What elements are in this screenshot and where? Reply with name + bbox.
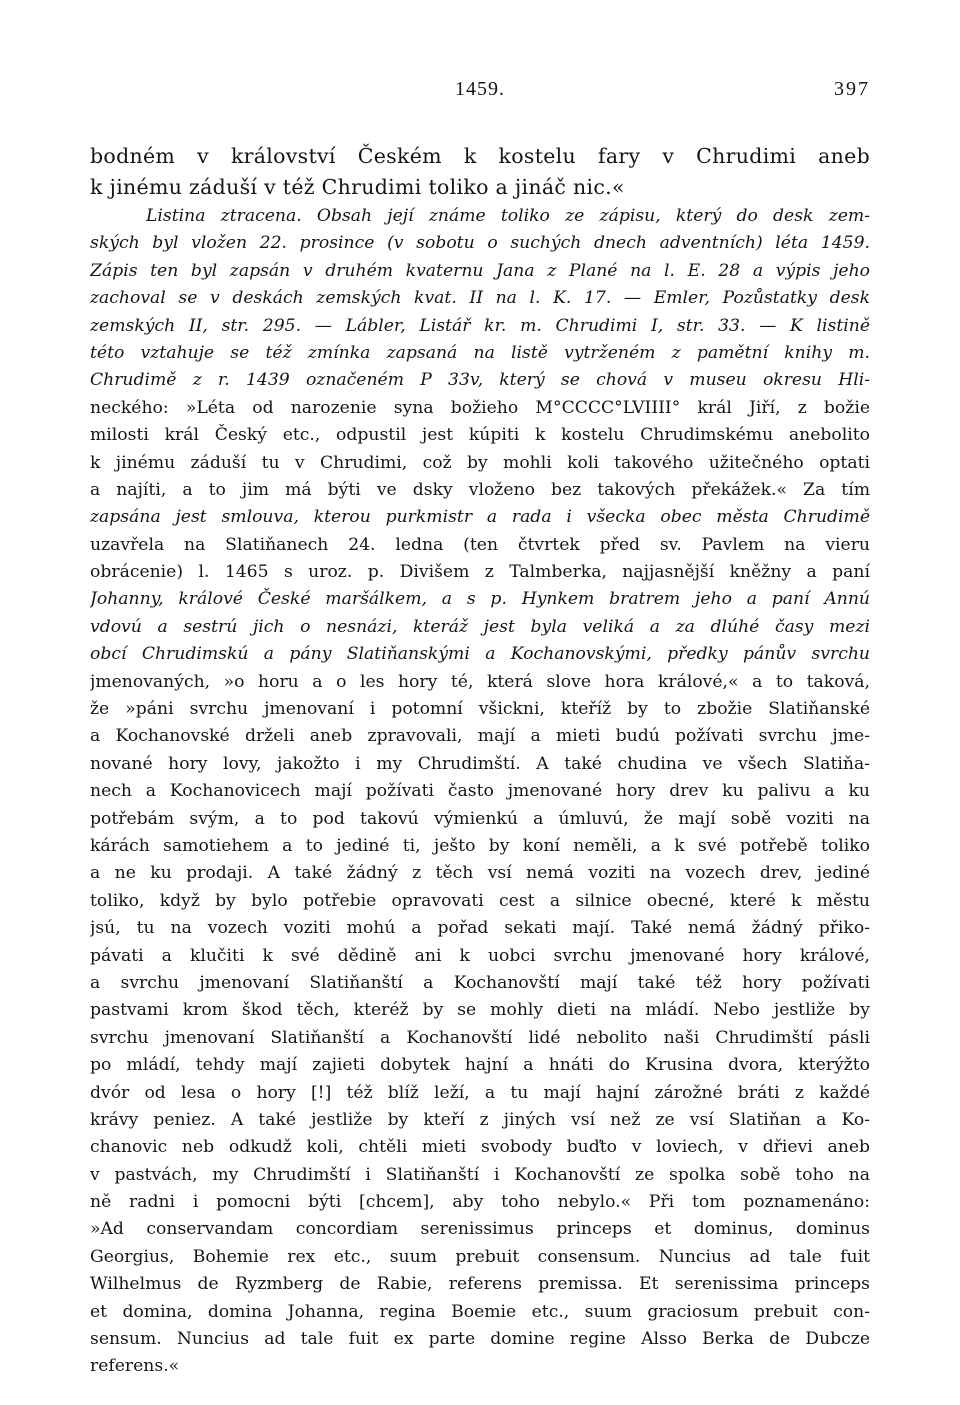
page-header — [90, 78, 870, 108]
text-line: k jinému záduší tu v Chrudimi, což by mohli koli takového užitečného optati — [90, 452, 870, 473]
text-line: bodném v království Českém k kostelu fary v Chrudimi aneb — [90, 144, 870, 168]
text-line: chanovic neb odkudž koli, chtěli mieti svobody buďto v loviech, v dřievi aneb — [90, 1137, 870, 1158]
text-line: svrchu jmenovaní Slatiňanští a Kochanovští lidé nebolito naši Chrudimští pásli — [90, 1027, 870, 1048]
body-text — [90, 141, 870, 1381]
text-line: zachoval se v deskách zemských kvat. II na l. K. 17. — Emler, Pozůstatky desk — [90, 288, 870, 309]
text-line: jmenovaných, »o horu a o les hory té, která slove hora králové,« a to taková, — [90, 671, 870, 692]
text-line: a ne ku prodaji. A také žádný z těch vsí nemá voziti na vozech drev, jediné — [90, 863, 870, 884]
text-line: a svrchu jmenovaní Slatiňanští a Kochanovští mají také též hory požívati — [90, 972, 870, 993]
text-line: zemských II, str. 295. — Lábler, Listář kr. m. Chrudimi I, str. 33. — K listině — [90, 315, 870, 336]
text-line: dvór od lesa o hory [!] též blíž leží, a tu mají hajní zárožné bráti z každé — [90, 1082, 870, 1103]
text-line: vdovú a sestrú jich o nesnázi, kteráž jest byla veliká a za dlúhé časy mezi — [90, 616, 870, 637]
text-line: Chrudimě z r. 1439 označeném P 33v, který se chová v museu okresu Hli- — [90, 370, 870, 391]
text-line: k jinému záduší v též Chrudimi toliko a jináč nic.« — [90, 175, 625, 199]
header-year: 1459. — [455, 78, 505, 100]
text-line: »Ad conservandam concordiam serenissimus princeps et dominus, dominus — [90, 1219, 870, 1240]
text-line: nech a Kochanovicech mají požívati často jmenované hory drev ku palivu a ku — [90, 781, 870, 802]
text-line: Johanny, králové České maršálkem, a s p. Hynkem bratrem jeho a paní Annú — [90, 589, 870, 610]
text-line: Wilhelmus de Ryzmberg de Rabie, referens premissa. Et serenissima princeps — [90, 1274, 870, 1295]
text-line: uzavřela na Slatiňanech 24. ledna (ten čtvrtek před sv. Pavlem na vieru — [90, 534, 870, 555]
text-line: a Kochanovské drželi aneb zpravovali, mají a mieti budú požívati svrchu jme- — [90, 726, 870, 747]
text-line: pávati a klučiti k své dědině ani k uobci svrchu jmenované hory králové, — [90, 945, 870, 966]
text-line: obrácenie) l. 1465 s uroz. p. Divišem z Talmberka, najjasnější kněžny a paní — [90, 562, 870, 583]
text-line: této vztahuje se též zmínka zapsaná na listě vytrženém z pamětní knihy m. — [90, 342, 870, 363]
text-line: a najíti, a to jim má býti ve dsky vloženo bez takových překážek.« Za tím — [90, 479, 870, 500]
text-line: Georgius, Bohemie rex etc., suum prebuit consensum. Nuncius ad tale fuit — [90, 1246, 870, 1267]
text-line: krávy peniez. A také jestliže by kteří z jiných vsí než ze vsí Slatiňan a Ko- — [90, 1109, 870, 1130]
page-number: 397 — [834, 78, 870, 100]
text-line: pastvami krom škod těch, kteréž by se mohly dieti na mládí. Nebo jestliže by — [90, 1000, 870, 1021]
text-line: jsú, tu na vozech voziti mohú a pořad sekati mají. Také nemá žádný přiko- — [90, 918, 870, 939]
text-line: neckého: »Léta od narozenie syna božieho M°CCCC°LVIIII° král Jiří, z božie — [90, 397, 870, 418]
text-line: toliko, když by bylo potřebie opravovati cest a silnice obecné, které k městu — [90, 890, 870, 911]
text-line: Listina ztracena. Obsah její známe toliko ze zápisu, který do desk zem- — [146, 206, 870, 226]
text-line: nované hory lovy, jakožto i my Chrudimští. A také chudina ve všech Slatiňa- — [90, 753, 870, 774]
text-line: sensum. Nuncius ad tale fuit ex parte domine regine Alsso Berka de Dubcze — [90, 1329, 870, 1350]
text-line: ně radni i pomocni býti [chcem], aby toho nebylo.« Při tom poznamenáno: — [90, 1192, 870, 1213]
text-line: po mládí, tehdy mají zajieti dobytek hajní a hnáti do Krusina dvora, kterýžto — [90, 1055, 870, 1076]
text-line: že »páni svrchu jmenovaní i potomní všickni, kteříž by to zbožie Slatiňanské — [90, 699, 870, 720]
text-line: obcí Chrudimskú a pány Slatiňanskými a Kochanovskými, předky pánův svrchu — [90, 644, 870, 665]
text-line: milosti král Český etc., odpustil jest kúpiti k kostelu Chrudimskému anebolito — [90, 425, 870, 446]
text-line: referens.« — [90, 1356, 180, 1377]
text-line: zapsána jest smlouva, kterou purkmistr a rada i všecka obec města Chrudimě — [90, 507, 870, 528]
text-line: potřebám svým, a to pod takovú výmienkú a úmluvú, že mají sobě voziti na — [90, 808, 870, 829]
text-line: v pastvách, my Chrudimští i Slatiňanští i Kochanovští ze spolka sobě toho na — [90, 1164, 870, 1185]
text-line: Zápis ten byl zapsán v druhém kvaternu Jana z Plané na l. E. 28 a výpis jeho — [90, 260, 870, 281]
text-line: et domina, domina Johanna, regina Boemie etc., suum graciosum prebuit con- — [90, 1301, 870, 1322]
text-line: ských byl vložen 22. prosince (v sobotu o suchých dnech adventních) léta 1459. — [90, 233, 870, 254]
text-line: kárách samotiehem a to jediné ti, ješto by koní neměli, a k své potřebě toliko — [90, 835, 870, 856]
